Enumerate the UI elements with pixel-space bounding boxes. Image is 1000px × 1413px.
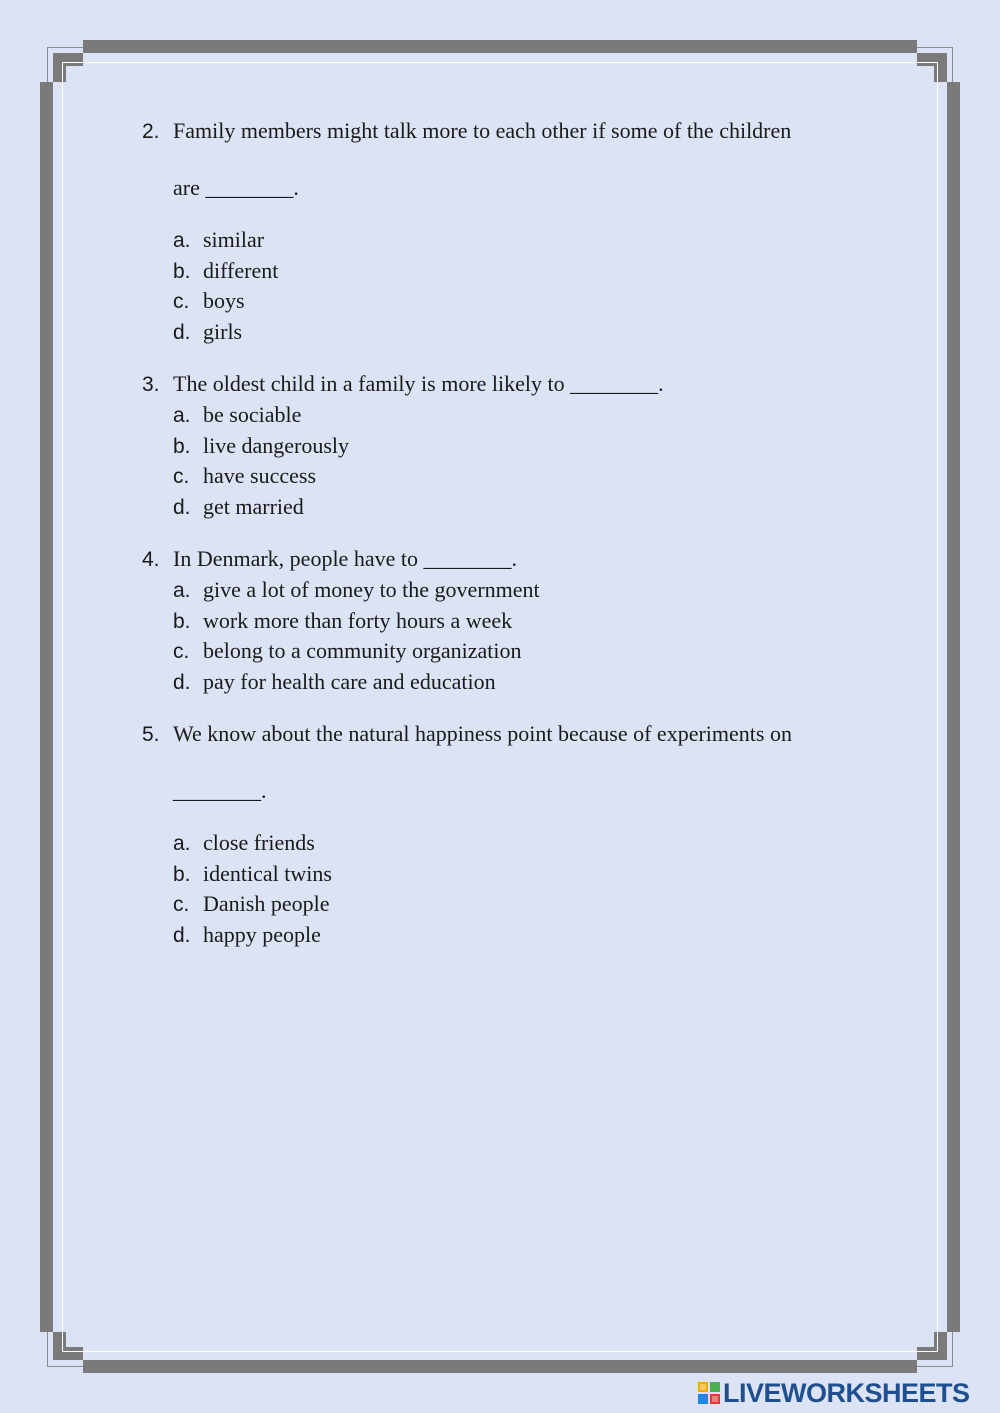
answer-option-d[interactable]: [173, 317, 902, 348]
option-text: work more than forty hours a week: [203, 607, 513, 633]
answer-option-b[interactable]: [173, 859, 902, 890]
option-letter: a.: [173, 404, 191, 427]
answer-option-d[interactable]: [173, 492, 902, 523]
option-letter: a.: [173, 229, 191, 252]
option-text: get married: [203, 493, 304, 519]
answer-option-b[interactable]: [173, 256, 902, 287]
answer-options: [142, 225, 902, 347]
question-number: 5.: [142, 723, 160, 746]
answer-option-c[interactable]: [173, 461, 902, 492]
liveworksheets-brand[interactable]: [698, 1378, 970, 1408]
answer-option-d[interactable]: [173, 920, 902, 951]
option-letter: b.: [173, 862, 191, 886]
option-text: live dangerously: [203, 432, 350, 458]
option-text: have success: [203, 463, 317, 488]
answer-options: [142, 575, 902, 697]
question-2: [142, 116, 902, 347]
answer-options: [142, 828, 902, 950]
question-text-continuation: are ________.: [173, 175, 299, 200]
option-text: give a lot of money to the government: [203, 577, 540, 602]
question-4: [142, 544, 902, 697]
frame-bar-bottom: [83, 1360, 917, 1373]
option-letter: d.: [173, 670, 191, 694]
liveworksheets-logo-icon: [698, 1382, 720, 1404]
question-stem: [142, 544, 902, 575]
answer-option-c[interactable]: [173, 286, 902, 317]
answer-option-b[interactable]: [173, 606, 902, 637]
option-letter: c.: [173, 893, 190, 916]
option-text: Danish people: [203, 891, 330, 916]
option-letter: d.: [173, 495, 191, 519]
frame-bar-top: [83, 40, 917, 53]
question-text: Family members might talk more to each other if some of the children: [173, 118, 792, 143]
option-letter: b.: [173, 259, 191, 283]
option-text: be sociable: [203, 402, 302, 427]
option-text: girls: [203, 318, 243, 344]
option-letter: c.: [173, 290, 190, 313]
frame-bar-right: [947, 82, 960, 1332]
question-stem: [142, 369, 902, 400]
question-stem: [142, 116, 902, 147]
answer-option-a[interactable]: [173, 400, 902, 431]
question-3: [142, 369, 902, 522]
option-letter: c.: [173, 465, 190, 488]
question-stem: [142, 719, 902, 750]
option-text: boys: [203, 288, 245, 313]
option-text: similar: [203, 227, 265, 252]
question-number: 4.: [142, 548, 160, 571]
option-letter: b.: [173, 434, 191, 458]
option-letter: d.: [173, 320, 191, 344]
option-letter: d.: [173, 923, 191, 947]
answer-option-c[interactable]: [173, 889, 902, 920]
question-5: [142, 719, 902, 950]
question-text-continuation: ________.: [173, 778, 267, 803]
answer-options: [142, 400, 902, 522]
option-text: pay for health care and education: [203, 668, 496, 694]
answer-option-a[interactable]: [173, 828, 902, 859]
option-letter: b.: [173, 609, 191, 633]
option-text: happy people: [203, 921, 321, 947]
question-text: The oldest child in a family is more likely to ________.: [173, 371, 664, 396]
frame-bar-left: [40, 82, 53, 1332]
answer-option-d[interactable]: [173, 667, 902, 698]
option-text: identical twins: [203, 860, 332, 886]
question-text: In Denmark, people have to ________.: [173, 546, 517, 571]
option-text: close friends: [203, 830, 315, 855]
question-number: 2.: [142, 120, 160, 143]
answer-option-c[interactable]: [173, 636, 902, 667]
option-text: different: [203, 257, 279, 283]
option-letter: a.: [173, 579, 191, 602]
answer-option-a[interactable]: [173, 575, 902, 606]
question-text: We know about the natural happiness point because of experiments on: [173, 721, 792, 746]
option-text: belong to a community organization: [203, 638, 522, 663]
answer-option-b[interactable]: [173, 431, 902, 462]
answer-option-a[interactable]: [173, 225, 902, 256]
question-list: [142, 116, 902, 972]
question-number: 3.: [142, 373, 160, 396]
option-letter: c.: [173, 640, 190, 663]
option-letter: a.: [173, 832, 191, 855]
brand-name: LIVEWORKSHEETS: [723, 1378, 970, 1408]
